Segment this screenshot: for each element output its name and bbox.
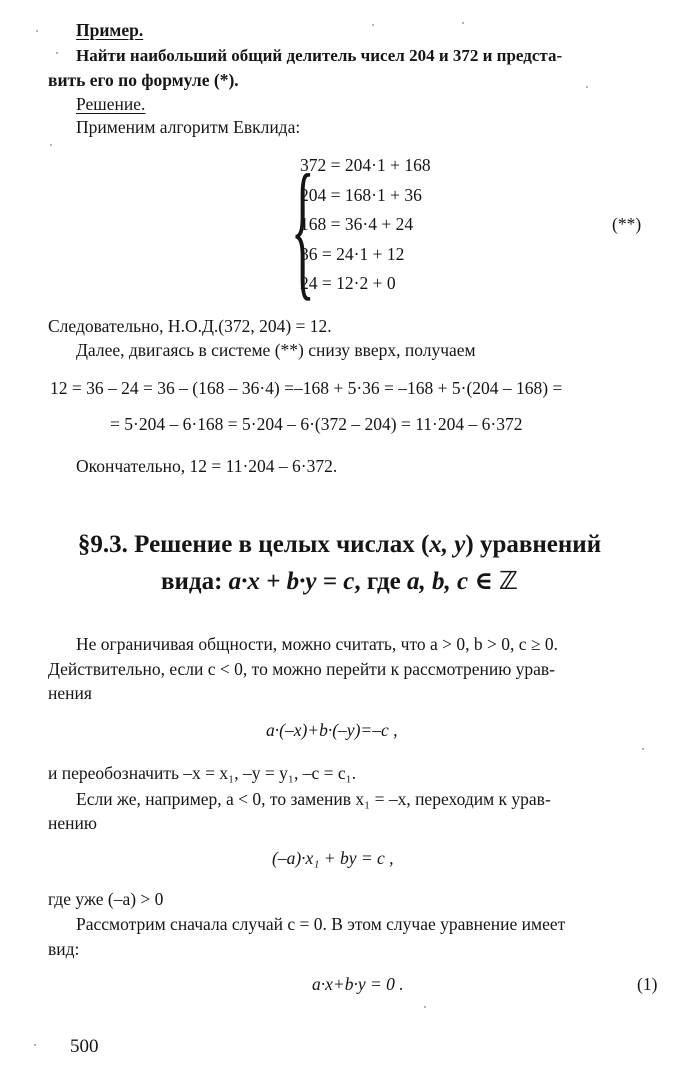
equation-negated: a·(–x)+b·(–y)=–c , <box>266 720 398 740</box>
scan-speck <box>586 86 588 88</box>
system-label: (**) <box>612 214 642 234</box>
euclid-intro: Применим алгоритм Евклида: <box>76 117 301 137</box>
scan-speck <box>56 52 58 54</box>
scan-speck <box>642 748 644 750</box>
chain-line-2: = 5·204 – 6·168 = 5·204 – 6·(372 – 204) = 11·204 – 6·372 <box>110 414 523 434</box>
system-eq-4: 36 = 24·1 + 12 <box>300 244 405 264</box>
scan-speck <box>36 30 38 32</box>
system-eq-5: 24 = 12·2 + 0 <box>300 273 396 293</box>
paragraph-5-line-2: вид: <box>48 939 80 959</box>
page-number: 500 <box>70 1036 99 1057</box>
paragraph-3-line-1: Если же, например, a < 0, то заменив x₁ = –x, переходим к урав- <box>76 789 551 809</box>
heading-text-1b: ) уравнений <box>465 531 602 558</box>
task-line-2: вить его по формуле (*). <box>48 70 239 90</box>
equation-homogeneous: a·x+b·y = 0 . <box>312 974 404 994</box>
paragraph-5-line-1: Рассмотрим сначала случай c = 0. В этом случае уравнение имеет <box>76 914 566 934</box>
paragraph-2: и переобозначить –x = x₁, –y = y₁, –c = c₁. <box>48 763 357 783</box>
equation-substituted: (–a)·x₁ + by = c , <box>272 848 394 868</box>
paragraph-1-line-2: Действительно, если c < 0, то можно перейти к рассмотрению урав- <box>48 659 556 679</box>
scan-speck <box>424 1006 426 1008</box>
heading-text-2b: , где <box>354 568 407 595</box>
chain-line-1: 12 = 36 – 24 = 36 – (168 – 36·4) =–168 + 5·36 = –168 + 5·(204 – 168) = <box>50 378 563 398</box>
heading-vars-xy: x, y <box>429 531 466 558</box>
task-line-1: Найти наибольший общий делитель чисел 204 и 372 и предста- <box>76 46 563 65</box>
scan-speck <box>462 22 464 24</box>
heading-vars-abc: a, b, c <box>406 568 469 595</box>
final-result: Окончательно, 12 = 11·204 – 6·372. <box>76 456 338 476</box>
scan-speck <box>372 24 374 26</box>
paragraph-3-line-2: нению <box>48 813 97 833</box>
system-eq-1: 372 = 204·1 + 168 <box>300 155 431 175</box>
solution-label: Решение. <box>76 94 146 114</box>
heading-in-symbol: ∈ <box>468 568 500 595</box>
section-heading-line-2 <box>0 566 679 597</box>
integers-set-symbol: ℤ <box>499 566 518 595</box>
gcd-conclusion: Следовательно, Н.О.Д.(372, 204) = 12. <box>48 316 332 336</box>
system-eq-3: 168 = 36·4 + 24 <box>300 214 414 234</box>
paragraph-4: где уже (–a) > 0 <box>48 889 164 909</box>
paragraph-1-line-1: Не ограничивая общности, можно считать, что a > 0, b > 0, c ≥ 0. <box>76 634 559 654</box>
further-text: Далее, двигаясь в системе (**) снизу вверх, получаем <box>76 340 476 360</box>
heading-equation: a·x + b·y = c <box>228 568 355 595</box>
system-eq-2: 204 = 168·1 + 36 <box>300 185 422 205</box>
paragraph-1-line-3: нения <box>48 683 92 703</box>
system-brace: { <box>291 144 315 314</box>
section-heading-line-1 <box>0 530 679 560</box>
scan-speck <box>50 144 52 146</box>
heading-text-1a: §9.3. Решение в целых числах ( <box>77 531 430 558</box>
example-title: Пример. <box>76 20 144 40</box>
scan-speck <box>34 1044 36 1046</box>
heading-text-2a: вида: <box>161 568 229 595</box>
equation-1-label: (1) <box>637 974 658 994</box>
